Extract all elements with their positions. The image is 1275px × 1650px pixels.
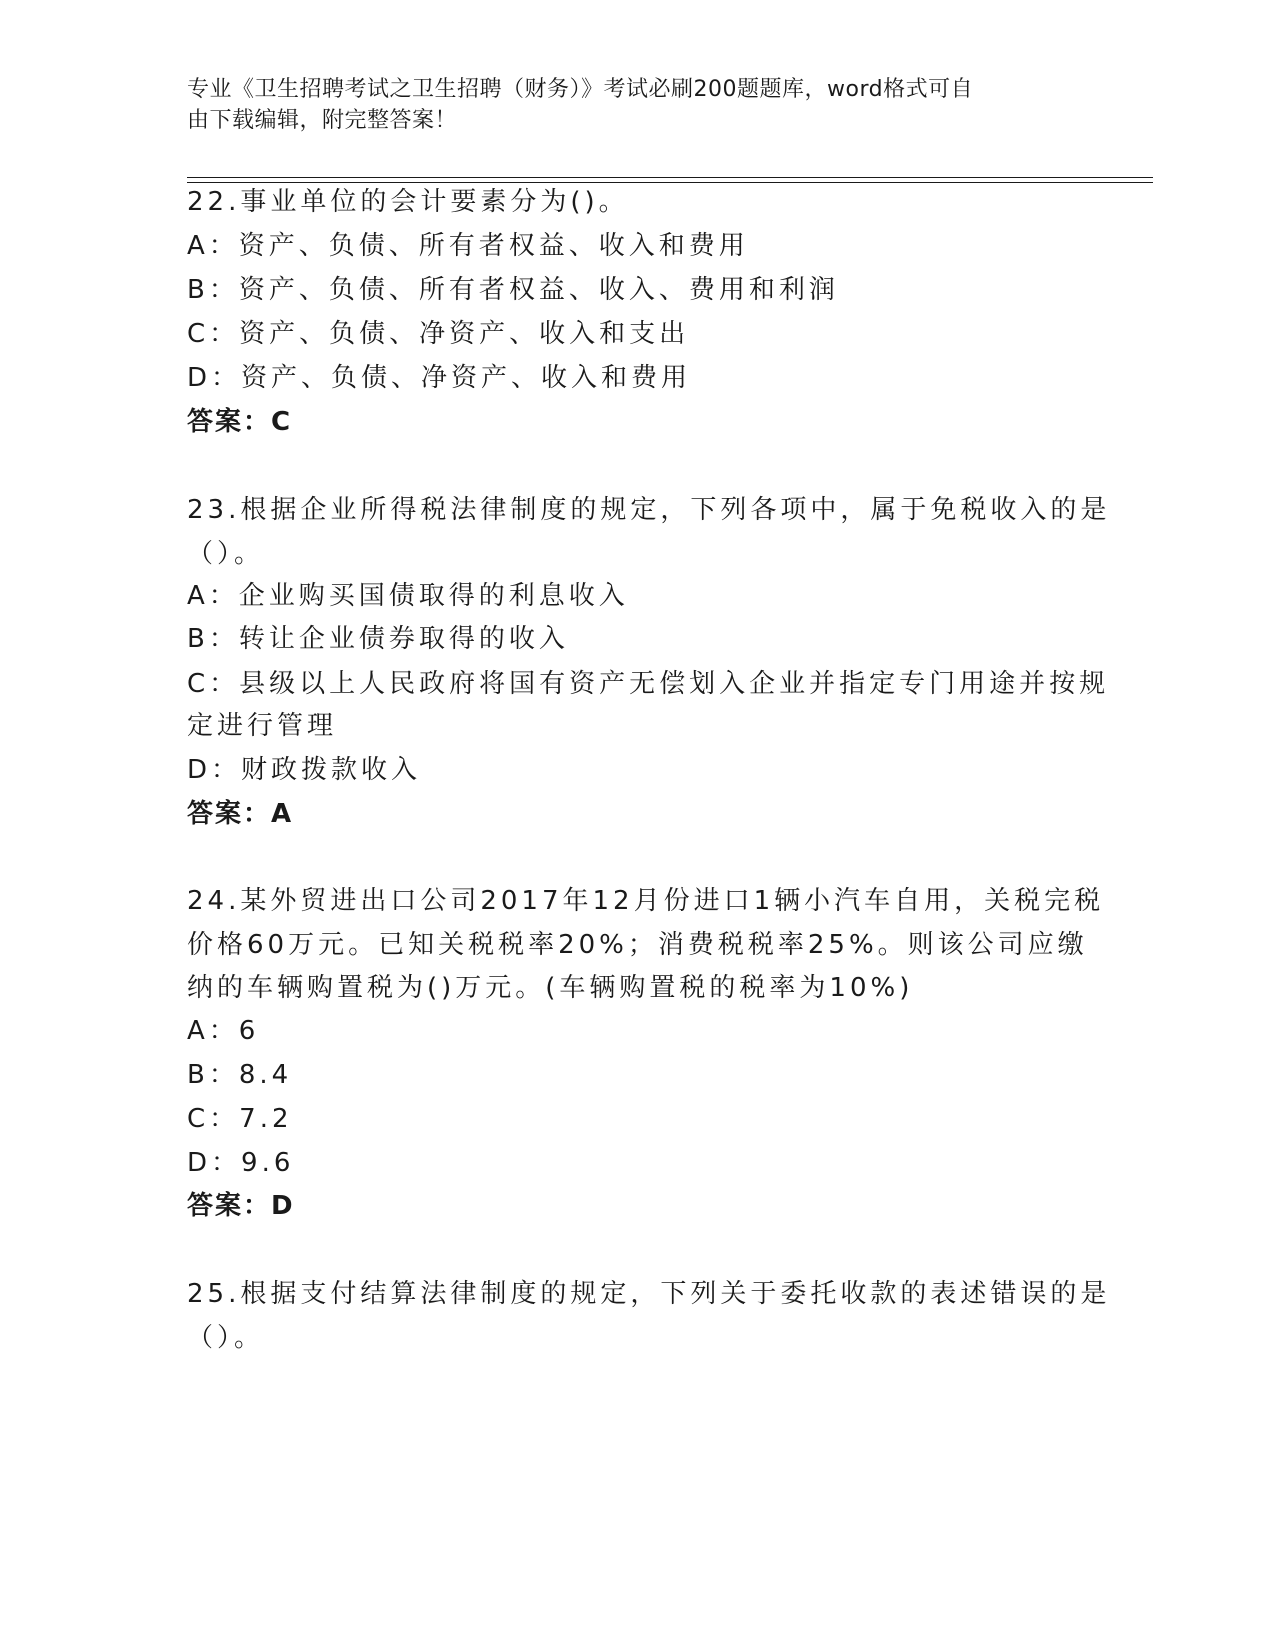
question-23-stem-line-2: （）。 [187,539,265,569]
header-line-1: 专业《卫生招聘考试之卫生招聘（财务）》考试必刷200题题库，word格式可自 [187,77,974,102]
question-23-option-a: A：企业购买国债取得的利息收入 [187,581,629,611]
question-23-option-c-line-1: C：县级以上人民政府将国有资产无偿划入企业并指定专门用途并按规 [187,669,1110,699]
question-23-answer [187,798,293,830]
question-23-option-d: D：财政拨款收入 [187,755,422,785]
question-22-stem-line-1: 22.事业单位的会计要素分为()。 [187,187,629,217]
question-23-stem-line-1: 23.根据企业所得税法律制度的规定，下列各项中，属于免税收入的是 [187,495,1111,525]
answer-label: 答案： [187,407,272,437]
question-25-stem-line-1: 25.根据支付结算法律制度的规定，下列关于委托收款的表述错误的是 [187,1279,1111,1309]
question-24-option-b: B：8.4 [187,1060,293,1090]
question-24-stem-line-3: 纳的车辆购置税为()万元。(车辆购置税的税率为10%) [187,973,914,1003]
question-25-stem-line-2: （）。 [187,1323,265,1353]
question-22-answer [187,406,292,438]
header-divider-bottom [187,182,1153,183]
header-divider-top [187,177,1153,178]
question-23-option-b: B：转让企业债券取得的收入 [187,624,569,654]
answer-label: 答案： [187,799,272,829]
question-22-option-b: B：资产、负债、所有者权益、收入、费用和利润 [187,275,839,305]
question-24-option-c: C：7.2 [187,1104,293,1134]
answer-value: A [271,799,294,829]
question-22-option-a: A：资产、负债、所有者权益、收入和费用 [187,231,749,261]
question-24-stem-line-1: 24.某外贸进出口公司2017年12月份进口1辆小汽车自用，关税完税 [187,886,1105,916]
header-line-2: 由下载编辑，附完整答案！ [187,108,458,133]
question-24-option-a: A：6 [187,1016,260,1046]
answer-value: D [271,1191,295,1221]
answer-value: C [271,407,293,437]
answer-label: 答案： [187,1191,272,1221]
question-24-option-d: D：9.6 [187,1148,295,1178]
question-24-answer [187,1190,295,1222]
question-23-option-c-line-2: 定进行管理 [187,711,338,741]
question-24-stem-line-2: 价格60万元。已知关税税率20%；消费税税率25%。则该公司应缴 [187,930,1088,960]
document-header [187,74,1067,136]
question-22-option-d: D：资产、负债、净资产、收入和费用 [187,363,692,393]
question-22-option-c: C：资产、负债、净资产、收入和支出 [187,319,690,349]
